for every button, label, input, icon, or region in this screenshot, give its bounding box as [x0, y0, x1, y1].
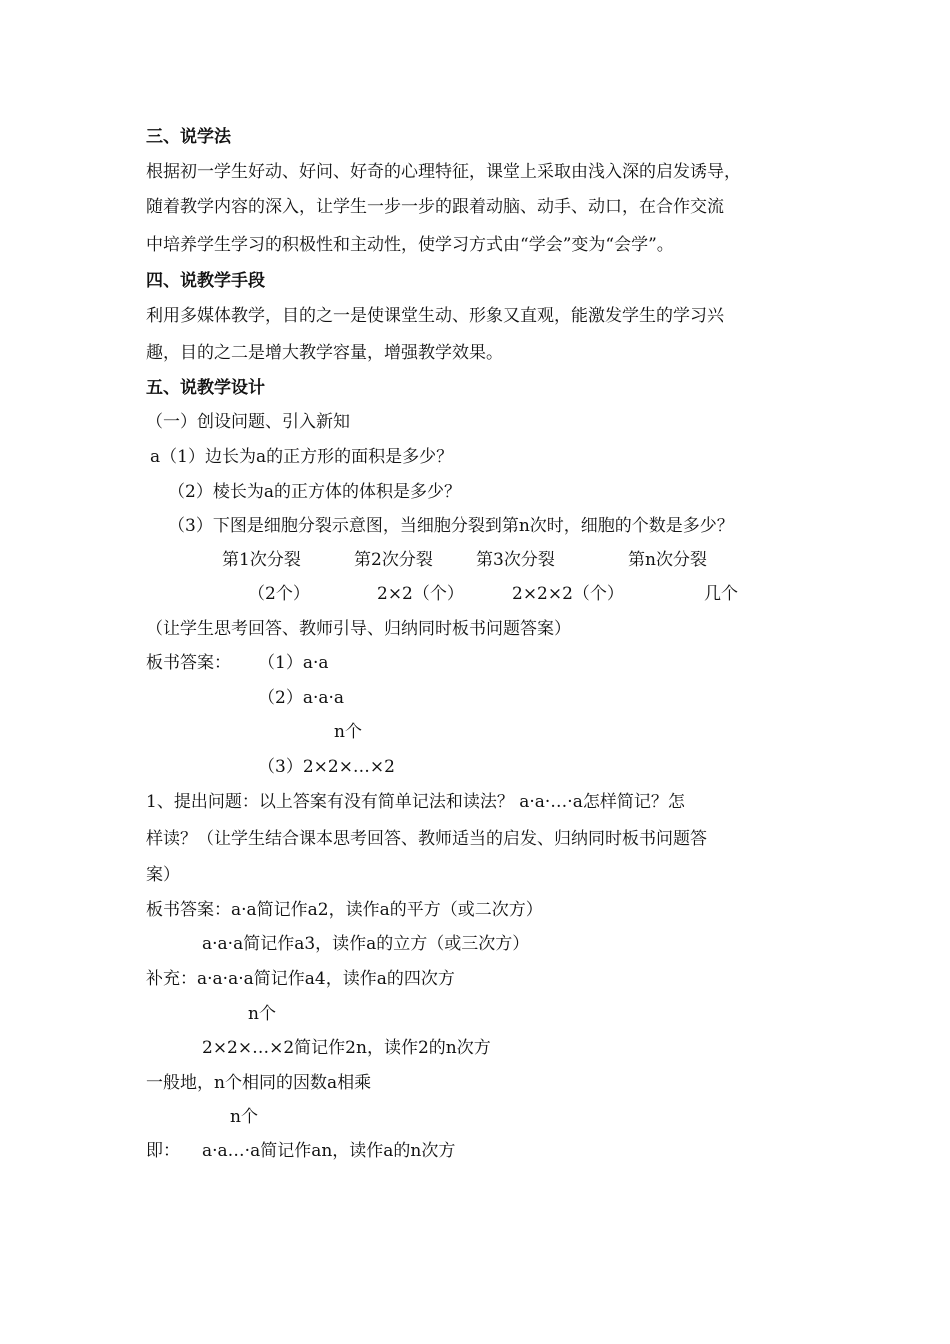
- supplement-line-2: 2×2×…×2简记作2n，读作2的n次方: [202, 1038, 491, 1058]
- problem-line-3: 案）: [146, 865, 180, 885]
- subsection-1-title: （一）创设问题、引入新知: [146, 412, 350, 432]
- general-n-count: n个: [230, 1107, 258, 1127]
- section-3-heading: 三、说学法: [146, 127, 231, 147]
- final-expression: a·a…·a简记作an，读作a的n次方: [202, 1141, 456, 1161]
- section-4-line-2: 趣，目的之二是增大教学容量，增强教学效果。: [146, 343, 503, 363]
- division-label-3: 第3次分裂: [476, 550, 555, 570]
- teaching-note: （让学生思考回答、教师引导、归纳同时板书问题答案）: [146, 619, 571, 639]
- section-4-heading: 四、说教学手段: [146, 271, 265, 291]
- question-2: （2）棱长为a的正方体的体积是多少？: [168, 482, 461, 502]
- division-count-1: （2个）: [248, 584, 310, 604]
- section-5-heading: 五、说教学设计: [146, 378, 265, 398]
- division-count-3: 2×2×2（个）: [512, 584, 624, 604]
- section-3-line-1: 根据初一学生好动、好问、好奇的心理特征，课堂上采取由浅入深的启发诱导，: [146, 162, 741, 182]
- board-answer-line-2: a·a·a简记作a3，读作a的立方（或三次方）: [202, 934, 530, 954]
- question-1: a（1）边长为a的正方形的面积是多少？: [150, 447, 454, 467]
- supplement-line: 补充：a·a·a·a简记作a4，读作a的四次方: [146, 969, 455, 989]
- division-label-1: 第1次分裂: [222, 550, 301, 570]
- section-3-line-3: 中培养学生学习的积极性和主动性，使学习方式由“学会”变为“会学”。: [146, 235, 674, 255]
- supplement-n-count: n个: [248, 1004, 276, 1024]
- question-3: （3）下图是细胞分裂示意图，当细胞分裂到第n次时，细胞的个数是多少？: [168, 516, 734, 536]
- answer-3: （3）2×2×…×2: [258, 757, 395, 777]
- general-statement: 一般地，n个相同的因数a相乘: [146, 1073, 372, 1093]
- division-label-4: 第n次分裂: [628, 550, 707, 570]
- answer-2: （2）a·a·a: [258, 688, 345, 708]
- answer-1: （1）a·a: [258, 653, 329, 673]
- board-answer-label: 板书答案：: [146, 653, 231, 673]
- board-answer-line-1: 板书答案：a·a简记作a2，读作a的平方（或二次方）: [146, 900, 543, 920]
- problem-line-2: 样读？（让学生结合课本思考回答、教师适当的启发、归纳同时板书问题答: [146, 829, 707, 849]
- section-4-line-1: 利用多媒体教学，目的之一是使课堂生动、形象又直观，能激发学生的学习兴: [146, 306, 724, 326]
- final-label: 即：: [146, 1141, 180, 1161]
- section-3-line-2: 随着教学内容的深入，让学生一步一步的跟着动脑、动手、动口，在合作交流: [146, 197, 724, 217]
- answer-n-count: n个: [334, 722, 362, 742]
- division-count-2: 2×2（个）: [377, 584, 464, 604]
- problem-line-1: 1、提出问题：以上答案有没有简单记法和读法？ a·a·…·a怎样简记？怎: [146, 792, 685, 812]
- division-label-2: 第2次分裂: [354, 550, 433, 570]
- division-count-4: 几个: [704, 584, 738, 604]
